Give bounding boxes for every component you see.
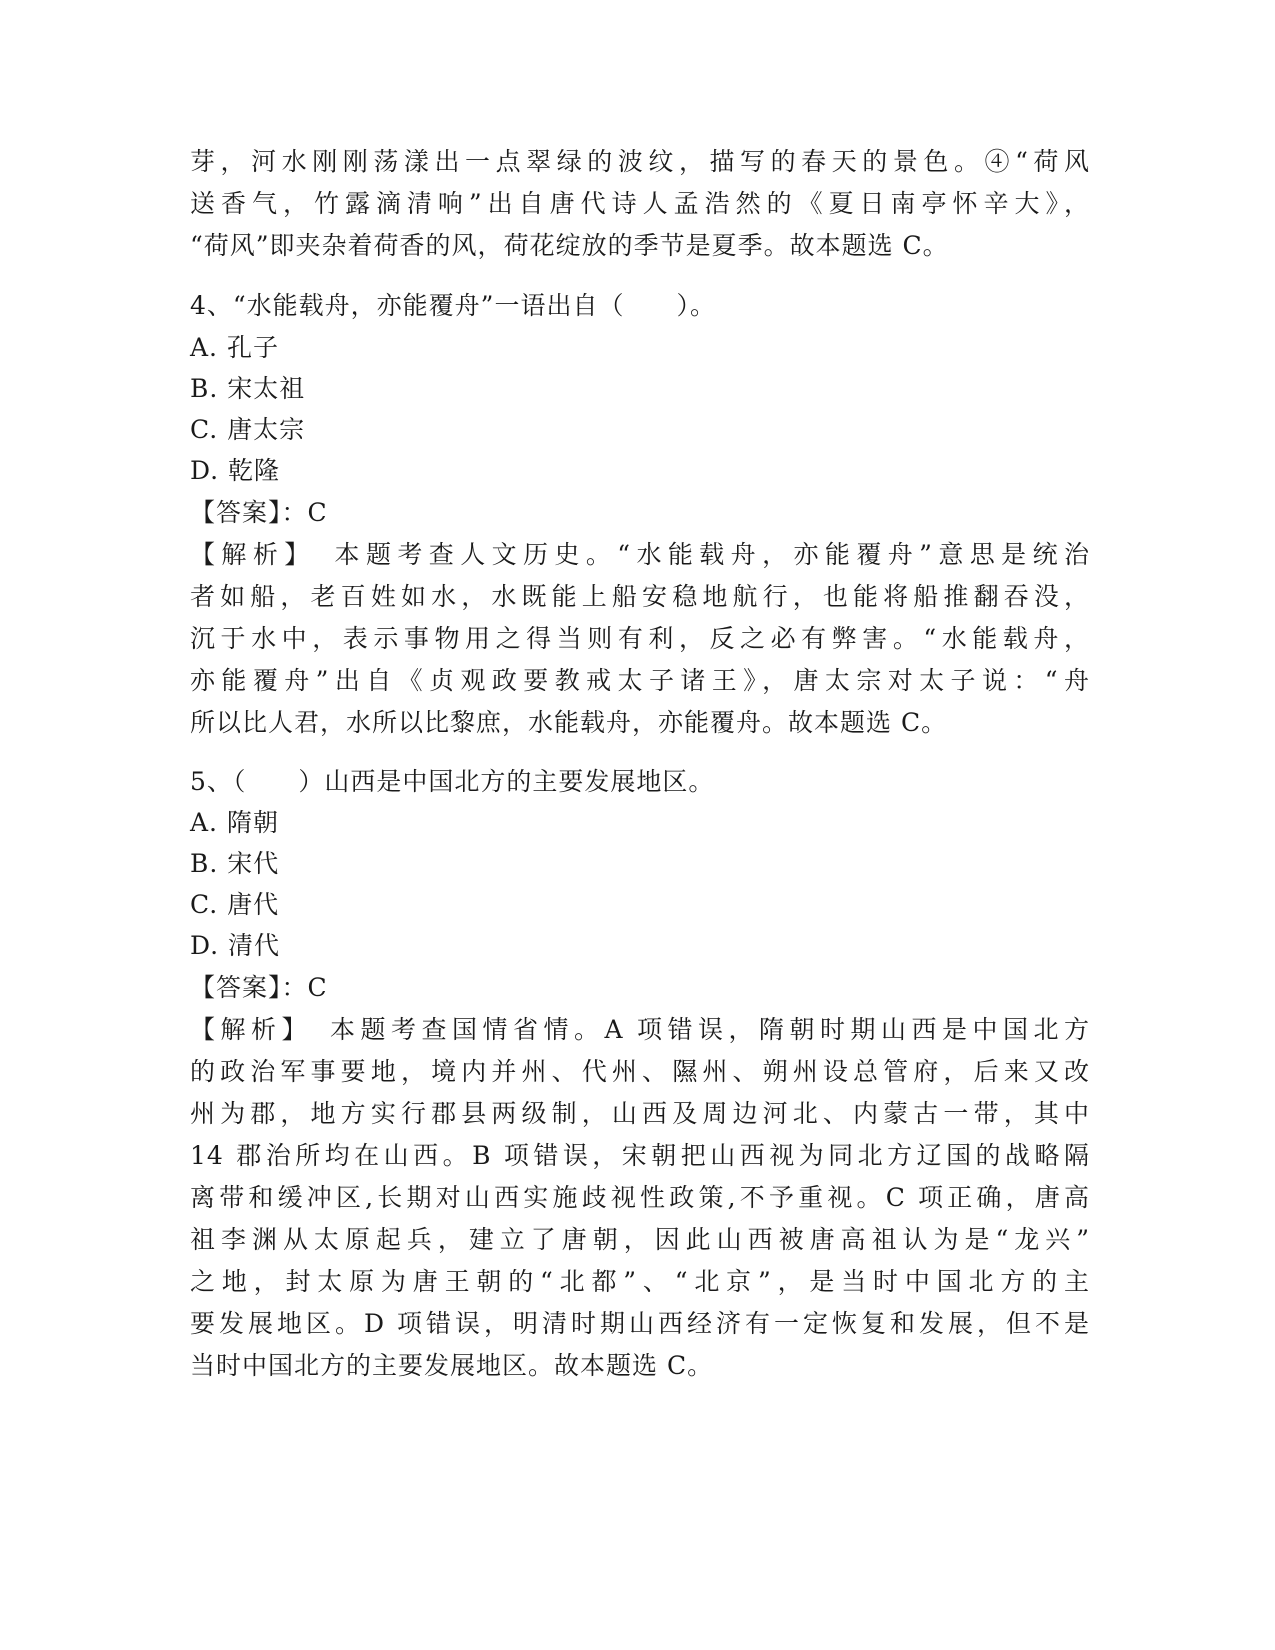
q4-answer: 【答案】：C: [190, 498, 328, 527]
q4-option-c: C. 唐太宗: [190, 415, 306, 444]
q5-option-a: A. 隋朝: [190, 808, 279, 837]
q5-analysis-line-5: 离带和缓冲区,长期对山西实施歧视性政策,不予重视。C 项正确，唐高: [190, 1183, 1090, 1212]
intro-line-2: 送香气，竹露滴清响”出自唐代诗人孟浩然的《夏日南亭怀辛大》，: [190, 189, 1090, 218]
q4-analysis-line-1: 【解析】 本题考查人文历史。“水能载舟，亦能覆舟”意思是统治: [190, 540, 1090, 569]
q4-analysis-line-5: 所以比人君，水所以比黎庶，水能载舟，亦能覆舟。故本题选 C。: [190, 708, 948, 737]
q5-option-c: C. 唐代: [190, 890, 280, 919]
q4-analysis-line-2: 者如船，老百姓如水，水既能上船安稳地航行，也能将船推翻吞没，: [190, 582, 1090, 611]
q4-question: 4、“水能载舟，亦能覆舟”一语出自（ ）。: [190, 291, 716, 320]
q4-option-d: D. 乾隆: [190, 456, 281, 485]
q5-analysis-line-9: 当时中国北方的主要发展地区。故本题选 C。: [190, 1351, 714, 1380]
q4-option-b: B. 宋太祖: [190, 374, 306, 403]
intro-line-3: “荷风”即夹杂着荷香的风，荷花绽放的季节是夏季。故本题选 C。: [190, 231, 949, 260]
q5-analysis-line-3: 州为郡，地方实行郡县两级制，山西及周边河北、内蒙古一带，其中: [190, 1099, 1090, 1128]
intro-line-1: 芽，河水刚刚荡漾出一点翠绿的波纹，描写的春天的景色。④“荷风: [190, 147, 1090, 176]
q5-analysis-line-8: 要发展地区。D 项错误，明清时期山西经济有一定恢复和发展，但不是: [190, 1309, 1090, 1338]
q5-option-d: D. 清代: [190, 931, 281, 960]
q5-answer: 【答案】：C: [190, 973, 328, 1002]
q5-analysis-line-7: 之地，封太原为唐王朝的“北都”、“北京”，是当时中国北方的主: [190, 1267, 1090, 1296]
q4-analysis-line-4: 亦能覆舟”出自《贞观政要教戒太子诸王》，唐太宗对太子说：“舟: [190, 666, 1090, 695]
q5-analysis-line-4: 14 郡治所均在山西。B 项错误，宋朝把山西视为同北方辽国的战略隔: [190, 1141, 1090, 1170]
q5-option-b: B. 宋代: [190, 849, 280, 878]
q4-analysis-line-3: 沉于水中，表示事物用之得当则有利，反之必有弊害。“水能载舟，: [190, 624, 1090, 653]
q5-analysis-line-2: 的政治军事要地，境内并州、代州、隰州、朔州设总管府，后来又改: [190, 1057, 1090, 1086]
q4-option-a: A. 孔子: [190, 333, 279, 362]
q5-question: 5、（ ）山西是中国北方的主要发展地区。: [190, 767, 715, 796]
q5-analysis-line-6: 祖李渊从太原起兵，建立了唐朝，因此山西被唐高祖认为是“龙兴”: [190, 1225, 1090, 1254]
q5-analysis-line-1: 【解析】 本题考查国情省情。A 项错误，隋朝时期山西是中国北方: [190, 1015, 1090, 1044]
